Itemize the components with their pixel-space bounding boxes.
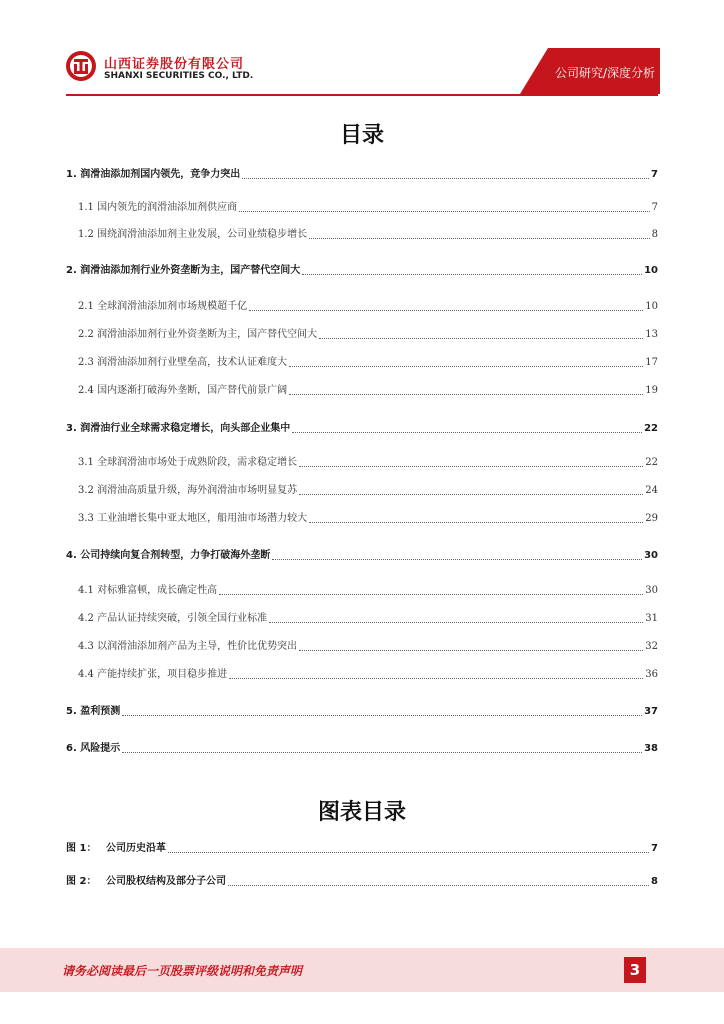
dot-leader (122, 752, 642, 753)
toc-entry-page: 7 (651, 169, 658, 180)
toc-entry-label: 2. 润滑油添加剂行业外资垄断为主，国产替代空间大 (66, 265, 301, 276)
toc-entry[interactable] (0, 352, 724, 370)
toc-entry-label: 5. 盈利预测 (66, 706, 121, 717)
toc-entry-page: 30 (645, 585, 658, 596)
toc-entry-label: 1. 润滑油添加剂国内领先，竞争力突出 (66, 169, 241, 180)
dot-leader (319, 338, 643, 339)
dot-leader (249, 310, 643, 311)
toc-title: 目录 (339, 123, 384, 148)
toc-entry-page: 38 (644, 743, 658, 754)
toc-entry-page: 17 (645, 357, 658, 368)
dot-leader (228, 885, 649, 886)
toc-entry-label: 4. 公司持续向复合剂转型，力争打破海外垄断 (66, 550, 271, 561)
toc-entry-page: 31 (645, 613, 658, 624)
dot-leader (302, 274, 642, 275)
toc-entry-label: 3.1 全球润滑油市场处于成熟阶段，需求稳定增长 (78, 457, 298, 468)
dot-leader (168, 852, 649, 853)
toc-entry[interactable] (0, 701, 724, 719)
toc-entry-label: 6. 风险提示 (66, 743, 121, 754)
toc-entry-page: 10 (645, 301, 658, 312)
dot-leader (299, 466, 643, 467)
dot-leader (309, 238, 650, 239)
company-name-cn: 山西证券股份有限公司 (104, 57, 245, 72)
dot-leader (122, 715, 642, 716)
dot-leader (289, 366, 643, 367)
toc-entry-label: 1.1 国内领先的润滑油添加剂供应商 (78, 202, 238, 213)
toc-entry[interactable] (0, 545, 724, 563)
dot-leader (269, 622, 643, 623)
toc-entry-label: 1.2 围绕润滑油添加剂主业发展，公司业绩稳步增长 (78, 229, 308, 240)
toc-entry[interactable] (0, 452, 724, 470)
page-number: 3 (624, 957, 646, 983)
figure-list-title: 图表目录 (317, 800, 406, 825)
dot-leader (292, 432, 642, 433)
toc-entry[interactable] (0, 608, 724, 626)
toc-entry[interactable] (0, 224, 724, 242)
toc-entry-page: 7 (651, 202, 658, 213)
toc-entry[interactable] (0, 664, 724, 682)
header-band (0, 0, 724, 96)
toc-entry-page: 37 (644, 706, 658, 717)
dot-leader (299, 650, 643, 651)
dot-leader (239, 211, 650, 212)
toc-entry-label: 2.1 全球润滑油添加剂市场规模超千亿 (78, 301, 248, 312)
figure-entry[interactable] (0, 838, 724, 856)
toc-entry-label: 3.3 工业油增长集中亚太地区，船用油市场潜力较大 (78, 513, 308, 524)
toc-entry-page: 8 (651, 229, 658, 240)
toc-entry-page: 30 (644, 550, 658, 561)
toc-entry-label: 4.3 以润滑油添加剂产品为主导，性价比优势突出 (78, 641, 298, 652)
header-divider (66, 94, 658, 96)
toc-entry[interactable] (0, 580, 724, 598)
dot-leader (229, 678, 643, 679)
toc-entry[interactable] (0, 636, 724, 654)
toc-entry-page: 36 (645, 669, 658, 680)
dot-leader (272, 559, 642, 560)
dot-leader (299, 494, 643, 495)
figure-page: 8 (651, 876, 658, 887)
dot-leader (242, 178, 649, 179)
toc-entry-label: 3.2 润滑油高质量升级，海外润滑油市场明显复苏 (78, 485, 298, 496)
figure-label: 公司历史沿革 (106, 843, 166, 854)
toc-entry[interactable] (0, 418, 724, 436)
toc-entry-label: 2.2 润滑油添加剂行业外资垄断为主，国产替代空间大 (78, 329, 318, 340)
figure-label: 公司股权结构及部分子公司 (106, 876, 226, 887)
page-header (0, 0, 724, 110)
toc-entry-page: 22 (645, 457, 658, 468)
toc-entry-label: 3. 润滑油行业全球需求稳定增长，向头部企业集中 (66, 423, 291, 434)
toc-entry[interactable] (0, 164, 724, 182)
dot-leader (219, 594, 643, 595)
figure-page: 7 (651, 843, 658, 854)
toc-entry-page: 29 (645, 513, 658, 524)
footer-disclaimer: 请务必阅读最后一页股票评级说明和免责声明 (62, 964, 303, 978)
figure-number: 图 2： (66, 876, 97, 887)
dot-leader (289, 394, 643, 395)
toc-entry[interactable] (0, 480, 724, 498)
toc-entry-page: 19 (645, 385, 658, 396)
dot-leader (309, 522, 643, 523)
company-name-en: SHANXI SECURITIES CO., LTD. (104, 71, 254, 81)
figure-number: 图 1： (66, 843, 97, 854)
toc-entry[interactable] (0, 324, 724, 342)
figure-entry[interactable] (0, 871, 724, 889)
toc-entry[interactable] (0, 296, 724, 314)
toc-entry-page: 22 (644, 423, 658, 434)
toc-entry-page: 32 (645, 641, 658, 652)
toc-entry-label: 2.3 润滑油添加剂行业壁垒高，技术认证难度大 (78, 357, 288, 368)
toc-entry[interactable] (0, 380, 724, 398)
toc-entry-page: 13 (645, 329, 658, 340)
toc-entry-label: 4.1 对标雅富顿，成长确定性高 (78, 585, 218, 596)
toc-entry-page: 10 (644, 265, 658, 276)
toc-entry-label: 4.2 产品认证持续突破，引领全国行业标准 (78, 613, 268, 624)
toc-entry-label: 4.4 产能持续扩张，项目稳步推进 (78, 669, 228, 680)
toc-entry[interactable] (0, 508, 724, 526)
toc-entry[interactable] (0, 260, 724, 278)
toc-entry-page: 24 (645, 485, 658, 496)
toc-entry[interactable] (0, 197, 724, 215)
toc-entry[interactable] (0, 738, 724, 756)
report-type-tag: 公司研究/深度分析 (555, 66, 656, 80)
toc-entry-label: 2.4 国内逐渐打破海外垄断，国产替代前景广阔 (78, 385, 288, 396)
